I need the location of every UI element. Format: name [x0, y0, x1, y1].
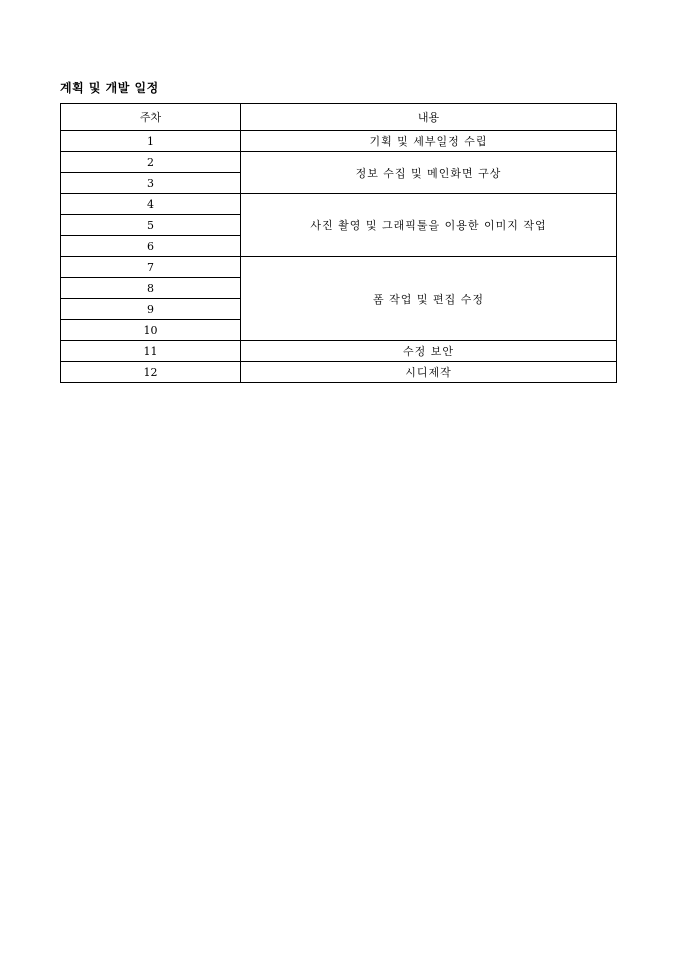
table-row [61, 362, 617, 383]
table-header-row [61, 104, 617, 131]
week-cell: 11 [61, 341, 241, 362]
week-cell: 1 [61, 131, 241, 152]
table-row [61, 131, 617, 152]
task-cell: 기획 및 세부일정 수립 [241, 131, 617, 152]
table-row [61, 152, 617, 173]
week-cell: 3 [61, 173, 241, 194]
schedule-table [60, 103, 617, 383]
table-row [61, 257, 617, 278]
task-cell: 사진 촬영 및 그래픽툴을 이용한 이미지 작업 [241, 194, 617, 257]
task-cell: 시디제작 [241, 362, 617, 383]
week-cell: 12 [61, 362, 241, 383]
task-cell: 정보 수집 및 메인화면 구상 [241, 152, 617, 194]
week-cell: 5 [61, 215, 241, 236]
week-cell: 4 [61, 194, 241, 215]
page-title: 계획 및 개발 일정 [60, 81, 159, 95]
table-row [61, 341, 617, 362]
table-row [61, 194, 617, 215]
week-cell: 6 [61, 236, 241, 257]
week-cell: 9 [61, 299, 241, 320]
week-cell: 2 [61, 152, 241, 173]
header-week: 주차 [61, 104, 241, 131]
week-cell: 10 [61, 320, 241, 341]
week-cell: 8 [61, 278, 241, 299]
header-content: 내용 [241, 104, 617, 131]
task-cell: 폼 작업 및 편집 수정 [241, 257, 617, 341]
week-cell: 7 [61, 257, 241, 278]
task-cell: 수정 보안 [241, 341, 617, 362]
